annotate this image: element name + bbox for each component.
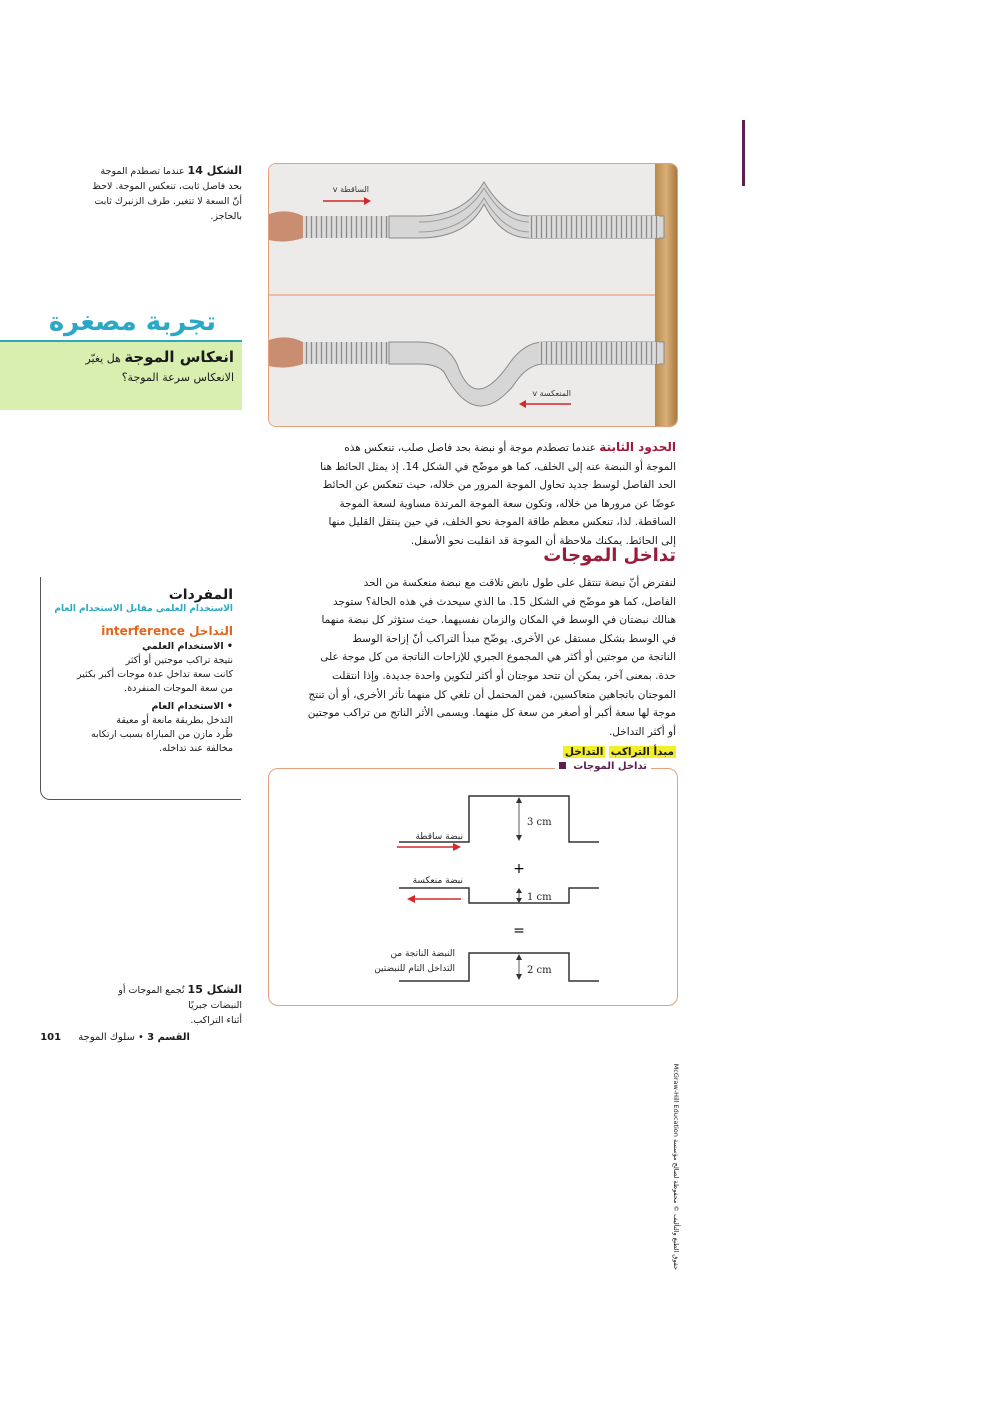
page-footer: القسم 3 • سلوك الموجة 101 xyxy=(40,1032,190,1043)
vocabulary-title: المفردات xyxy=(168,587,233,603)
text-line: هنالك نبضتان في الوسط في المكان والزمان نفسيهما. حيث ستؤثر كل نبضة منهما xyxy=(321,614,676,627)
vocabulary-term-ar: التداخل xyxy=(189,624,233,638)
label-reflected: v المنعكسة xyxy=(532,389,571,398)
mini-lab-box xyxy=(0,340,242,410)
footer-title: سلوك الموجة xyxy=(78,1032,135,1043)
fixed-boundaries-paragraph xyxy=(268,438,676,551)
mini-lab-heading: انعكاس الموجة xyxy=(124,348,234,366)
text-line: عوضًا عن مرورها من خلاله، وتكون سعة الموجة المرتدة مساوية لسعة الموجة xyxy=(339,497,676,510)
label-incident-pulse: نبضة ساقطة xyxy=(415,832,463,842)
text-line: إلى الحائط. يمكنك ملاحظة أن الموجة قد انقلبت نحو الأسفل. xyxy=(410,534,676,547)
mini-lab-question: الانعكاس سرعة الموجة؟ xyxy=(121,371,234,384)
figure15-title: تداخل الموجات xyxy=(573,761,647,772)
label-incident: v الساقطة xyxy=(332,185,369,194)
text-line: نتيجة تراكب موجتين أو أكثر xyxy=(125,655,233,666)
amplitude-1cm: 1 cm xyxy=(527,892,552,903)
mini-lab-title: تجربة مصغرة xyxy=(48,307,216,337)
figure15-number: الشكل 15 xyxy=(187,983,242,996)
pulses-svg xyxy=(269,769,677,1005)
amplitude-3cm: 3 cm xyxy=(527,817,552,828)
slinky-illustration xyxy=(269,164,677,426)
text-line: الموجتان باتجاهين متعاكسين، فمن المحتمل أن تلغي كل منهما تأثر الأخرى، أو أن تنتج xyxy=(308,688,676,701)
figure14-photo xyxy=(268,163,678,427)
fixed-boundaries-term: الحدود الثابتة xyxy=(599,440,676,454)
figure14-number: الشكل 14 xyxy=(187,164,242,177)
figure15-title-square xyxy=(559,762,566,769)
equals-sign: = xyxy=(513,923,525,939)
text-line: مخالفة عند تداخله. xyxy=(159,743,233,754)
text-line: من سعة الموجات المنفردة. xyxy=(124,683,233,694)
text-line: كانت سعة تداخل عدة موجات أكبر بكثير xyxy=(77,669,233,680)
label-reflected-pulse: نبضة منعكسة xyxy=(412,876,463,886)
text-line: موجة لها سعة أكبر أو أصغر من سعة كل منهما. ويسمى الأثر الناتج من تراكب موجتين xyxy=(307,707,676,720)
vocabulary-term-en: interference xyxy=(101,624,185,638)
label-result-line1: النبضة الناتجة من xyxy=(390,949,455,959)
text-line: الحد الفاصل لوسط جديد تحاول الموجة المرور من خلاله، حيث تنعكس عن الحائط xyxy=(322,479,676,492)
figure15-caption xyxy=(90,982,242,1028)
text-line: أثناء التراكب. xyxy=(190,1015,242,1026)
vocabulary-subtitle: الاستخدام العلمي مقابل الاستخدام العام xyxy=(54,604,233,614)
text-line: طُرد مازن من المباراة بسبب ارتكابه xyxy=(90,729,233,740)
hand-bottom xyxy=(269,337,303,367)
label-result-line2: التداخل التام للنبضتين xyxy=(374,964,455,974)
slinky-bottom-left xyxy=(299,342,389,364)
amplitude-2cm: 2 cm xyxy=(527,965,552,976)
vocabulary-box: المفردات الاستخدام العلمي مقابل الاستخدام العام التداخل interference • الاستخدام العلمي نتيجة تراكب موجتين أو أكثر كانت سعة تداخل عدة موجات أكبر بكثير من سعة الموجات المنفردة. • الاستخدام العام التدخل بطريقة مانعة أو معيقة طُرد مازن من المباراة بسبب ارتكابه مخالفة عند تداخله. xyxy=(40,577,241,800)
superposition-term: مبدأ التراكب xyxy=(610,746,674,759)
page-number: 101 xyxy=(40,1032,62,1043)
interference-paragraph xyxy=(268,574,676,762)
hand-top xyxy=(269,211,303,241)
slinky-top-left xyxy=(299,216,389,238)
interference-heading: تداخل الموجات xyxy=(543,545,676,566)
text-line: حدة. بمعنى آخر، يمكن أن تتحد موجتان أو أكثر لتكوين واحدة جديدة. وإذا انتقلت xyxy=(331,669,676,682)
text-line: الموجة أو النبضة عنه إلى الخلف، كما هو موضّح في الشكل 14. إذ يمثل الحائط هنا xyxy=(320,460,676,473)
interference-term: التداخل xyxy=(564,746,604,759)
figure14-caption xyxy=(90,163,242,224)
mini-lab-question-lead: هل يغيّر xyxy=(85,352,121,365)
common-use-label: الاستخدام العام xyxy=(151,701,224,712)
text-line: أو أكثر التداخل. xyxy=(608,725,676,738)
reflected-pulse xyxy=(399,888,599,903)
science-use-label: الاستخدام العلمي xyxy=(142,641,224,652)
text-line: الفاصل، كما هو موضّح في الشكل 15. ما الذي سيحدث في هذه الحالة؟ ستوجد xyxy=(333,595,676,608)
chapter-accent-bar xyxy=(742,120,745,186)
text-line: الساقطة. لذا، تنعكس معظم طاقة الموجة نحو الخلف، في حين ينتقل القليل منها xyxy=(328,516,676,529)
footer-section: القسم 3 xyxy=(147,1032,190,1043)
figure14-caption-text: عندما تصطدم الموجة بحد فاصل ثابت، تنعكس الموجة. لاحظ أنّ السعة لا تتغير. طرف الزنبرك ثابت بالحاجز. xyxy=(92,166,242,222)
text-line: تُجمع الموجات أو النبضات جبريًا xyxy=(118,985,242,1011)
text-line: لنفترض أنّ نبضة تنتقل على طول نابض تلاقت مع نبضة منعكسة من الحد xyxy=(363,577,676,589)
text-line: في الوسط بشكل مستقل عن الأخرى. يوضّح مبدأ التراكب أنّ إزاحة الوسط xyxy=(352,632,676,645)
copyright-vertical: حقوق الطبع والتأليف © محفوظة لصالح مؤسسة McGraw-Hill Education xyxy=(672,1063,680,1270)
text-line: التدخل بطريقة مانعة أو معيقة xyxy=(116,715,233,726)
text-line: الناتجة من موجتين أو أكثر هي المجموع الجبري للإزاحات الناتجة من كل موجة على xyxy=(320,651,676,664)
figure15-diagram xyxy=(268,761,678,1006)
text-line: عندما تصطدم موجة أو نبضة بحد فاصل صلب، تنعكس هذه xyxy=(344,442,596,454)
plus-sign: + xyxy=(513,861,525,877)
